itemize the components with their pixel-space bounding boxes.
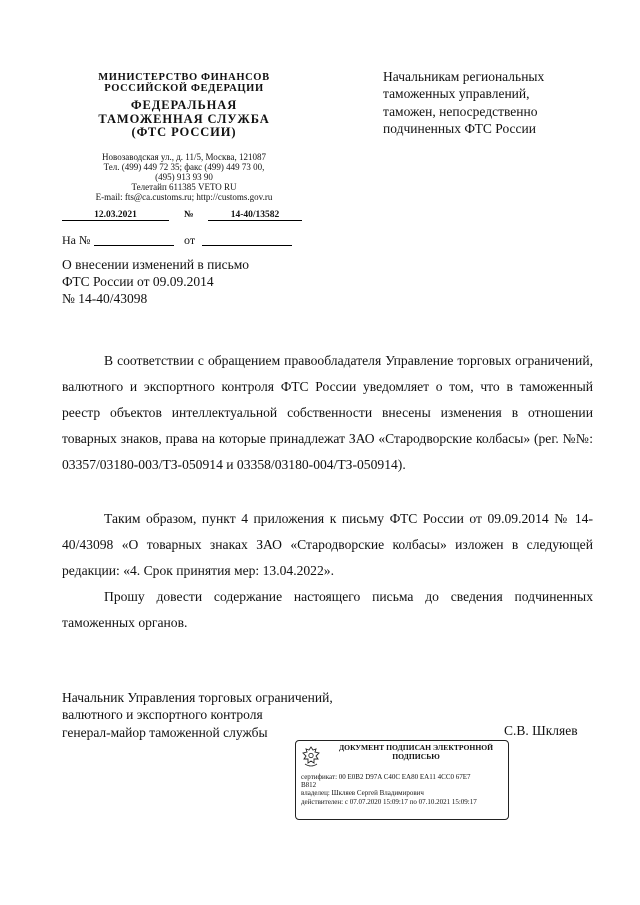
organization-header (60, 72, 308, 140)
signatory-line-1: Начальник Управления торговых ограничений, (62, 690, 333, 705)
stamp-validity: действителен: с 07.07.2020 15:09:17 по 07.10.2021 15:09:17 (301, 797, 477, 806)
stamp-title-line-2: ПОДПИСЬЮ (392, 751, 440, 761)
addressee-block (383, 68, 593, 137)
service-line-1: ФЕДЕРАЛЬНАЯ (130, 98, 238, 112)
stamp-certificate-line-1: сертификат: 00 E0B2 D97A C40C EA80 EA11 4CC0 67E7 (301, 773, 471, 781)
reference-row (62, 233, 302, 248)
stamp-certificate-line-2: B812 (301, 781, 317, 790)
address-line-3: (495) 913 93 90 (155, 172, 213, 182)
body-paragraph-1: В соответствии с обращением правообладателя Управление торговых ограничений, валютного и экспортного контроля ФТС России уведомляет о том, что в таможенный реестр объектов интеллектуальной собственности внесены изменения в отношении товарных знаков, права на которые принадлежат ЗАО «Стародворские колбасы» (рег. №№: 03357/03180-003/ТЗ-050914 и 03358/03180-004/ТЗ-050914). (62, 353, 593, 472)
addressee-line-3: таможен, непосредственно (383, 103, 538, 119)
signatory-line-3: генерал-майор таможенной службы (62, 724, 268, 740)
registration-row (62, 210, 302, 224)
signatory-name: С.В. Шкляев (504, 723, 578, 738)
reference-date-label: от (184, 233, 196, 247)
addressee-line-4: подчиненных ФТС России (383, 120, 536, 136)
stamp-owner: владелец: Шкляев Сергей Владимирович (301, 789, 424, 798)
organization-address (60, 152, 308, 202)
reference-date-blank (202, 245, 292, 246)
ministry-line-2: РОССИЙСКОЙ ФЕДЕРАЦИИ (104, 83, 264, 94)
stamp-title-line-1: ДОКУМЕНТ ПОДПИСАН ЭЛЕКТРОННОЙ (338, 743, 494, 752)
stamp-title (328, 744, 504, 761)
address-line-5: E-mail: fts@ca.customs.ru; http://customs.gov.ru (95, 192, 273, 202)
subject-line-3: № 14-40/43098 (62, 291, 148, 306)
body-paragraph-2: Таким образом, пункт 4 приложения к письму ФТС России от 09.09.2014 № 14-40/43098 «О товарных знаках ЗАО «Стародворские колбасы» изложен в следующей редакции: «4. Срок принятия мер: 13.04.2022». (62, 511, 593, 578)
subject-line-1: О внесении изменений в письмо (62, 257, 250, 272)
letter-subject (62, 256, 302, 307)
registration-date: 12.03.2021 (62, 210, 169, 221)
registration-number: 14-40/13582 (208, 210, 302, 221)
ministry-line-1: МИНИСТЕРСТВО ФИНАНСОВ (98, 72, 270, 83)
emblem-icon (301, 746, 321, 768)
address-line-2: Тел. (499) 449 72 35; факс (499) 449 73 00, (103, 162, 265, 172)
reference-number-label: На № (62, 233, 91, 247)
subject-line-2: ФТС России от 09.09.2014 (62, 274, 214, 289)
signatory-line-2: валютного и экспортного контроля (62, 707, 263, 723)
reference-number-blank (94, 245, 174, 246)
number-label: № (184, 210, 194, 220)
address-line-4: Телетайп 611385 VETO RU (131, 182, 237, 192)
stamp-details (301, 773, 505, 806)
addressee-line-1: Начальникам региональных (383, 69, 545, 84)
body-paragraph-3: Прошу довести содержание настоящего письма до сведения подчиненных таможенных органов. (62, 589, 593, 630)
service-line-3: (ФТС РОССИИ) (131, 125, 237, 139)
electronic-signature-stamp (295, 740, 509, 820)
address-line-1: Новозаводская ул., д. 11/5, Москва, 121087 (102, 152, 266, 162)
addressee-line-2: таможенных управлений, (383, 86, 530, 102)
signatory-position (62, 689, 392, 741)
service-line-2: ТАМОЖЕННАЯ СЛУЖБА (98, 111, 270, 126)
